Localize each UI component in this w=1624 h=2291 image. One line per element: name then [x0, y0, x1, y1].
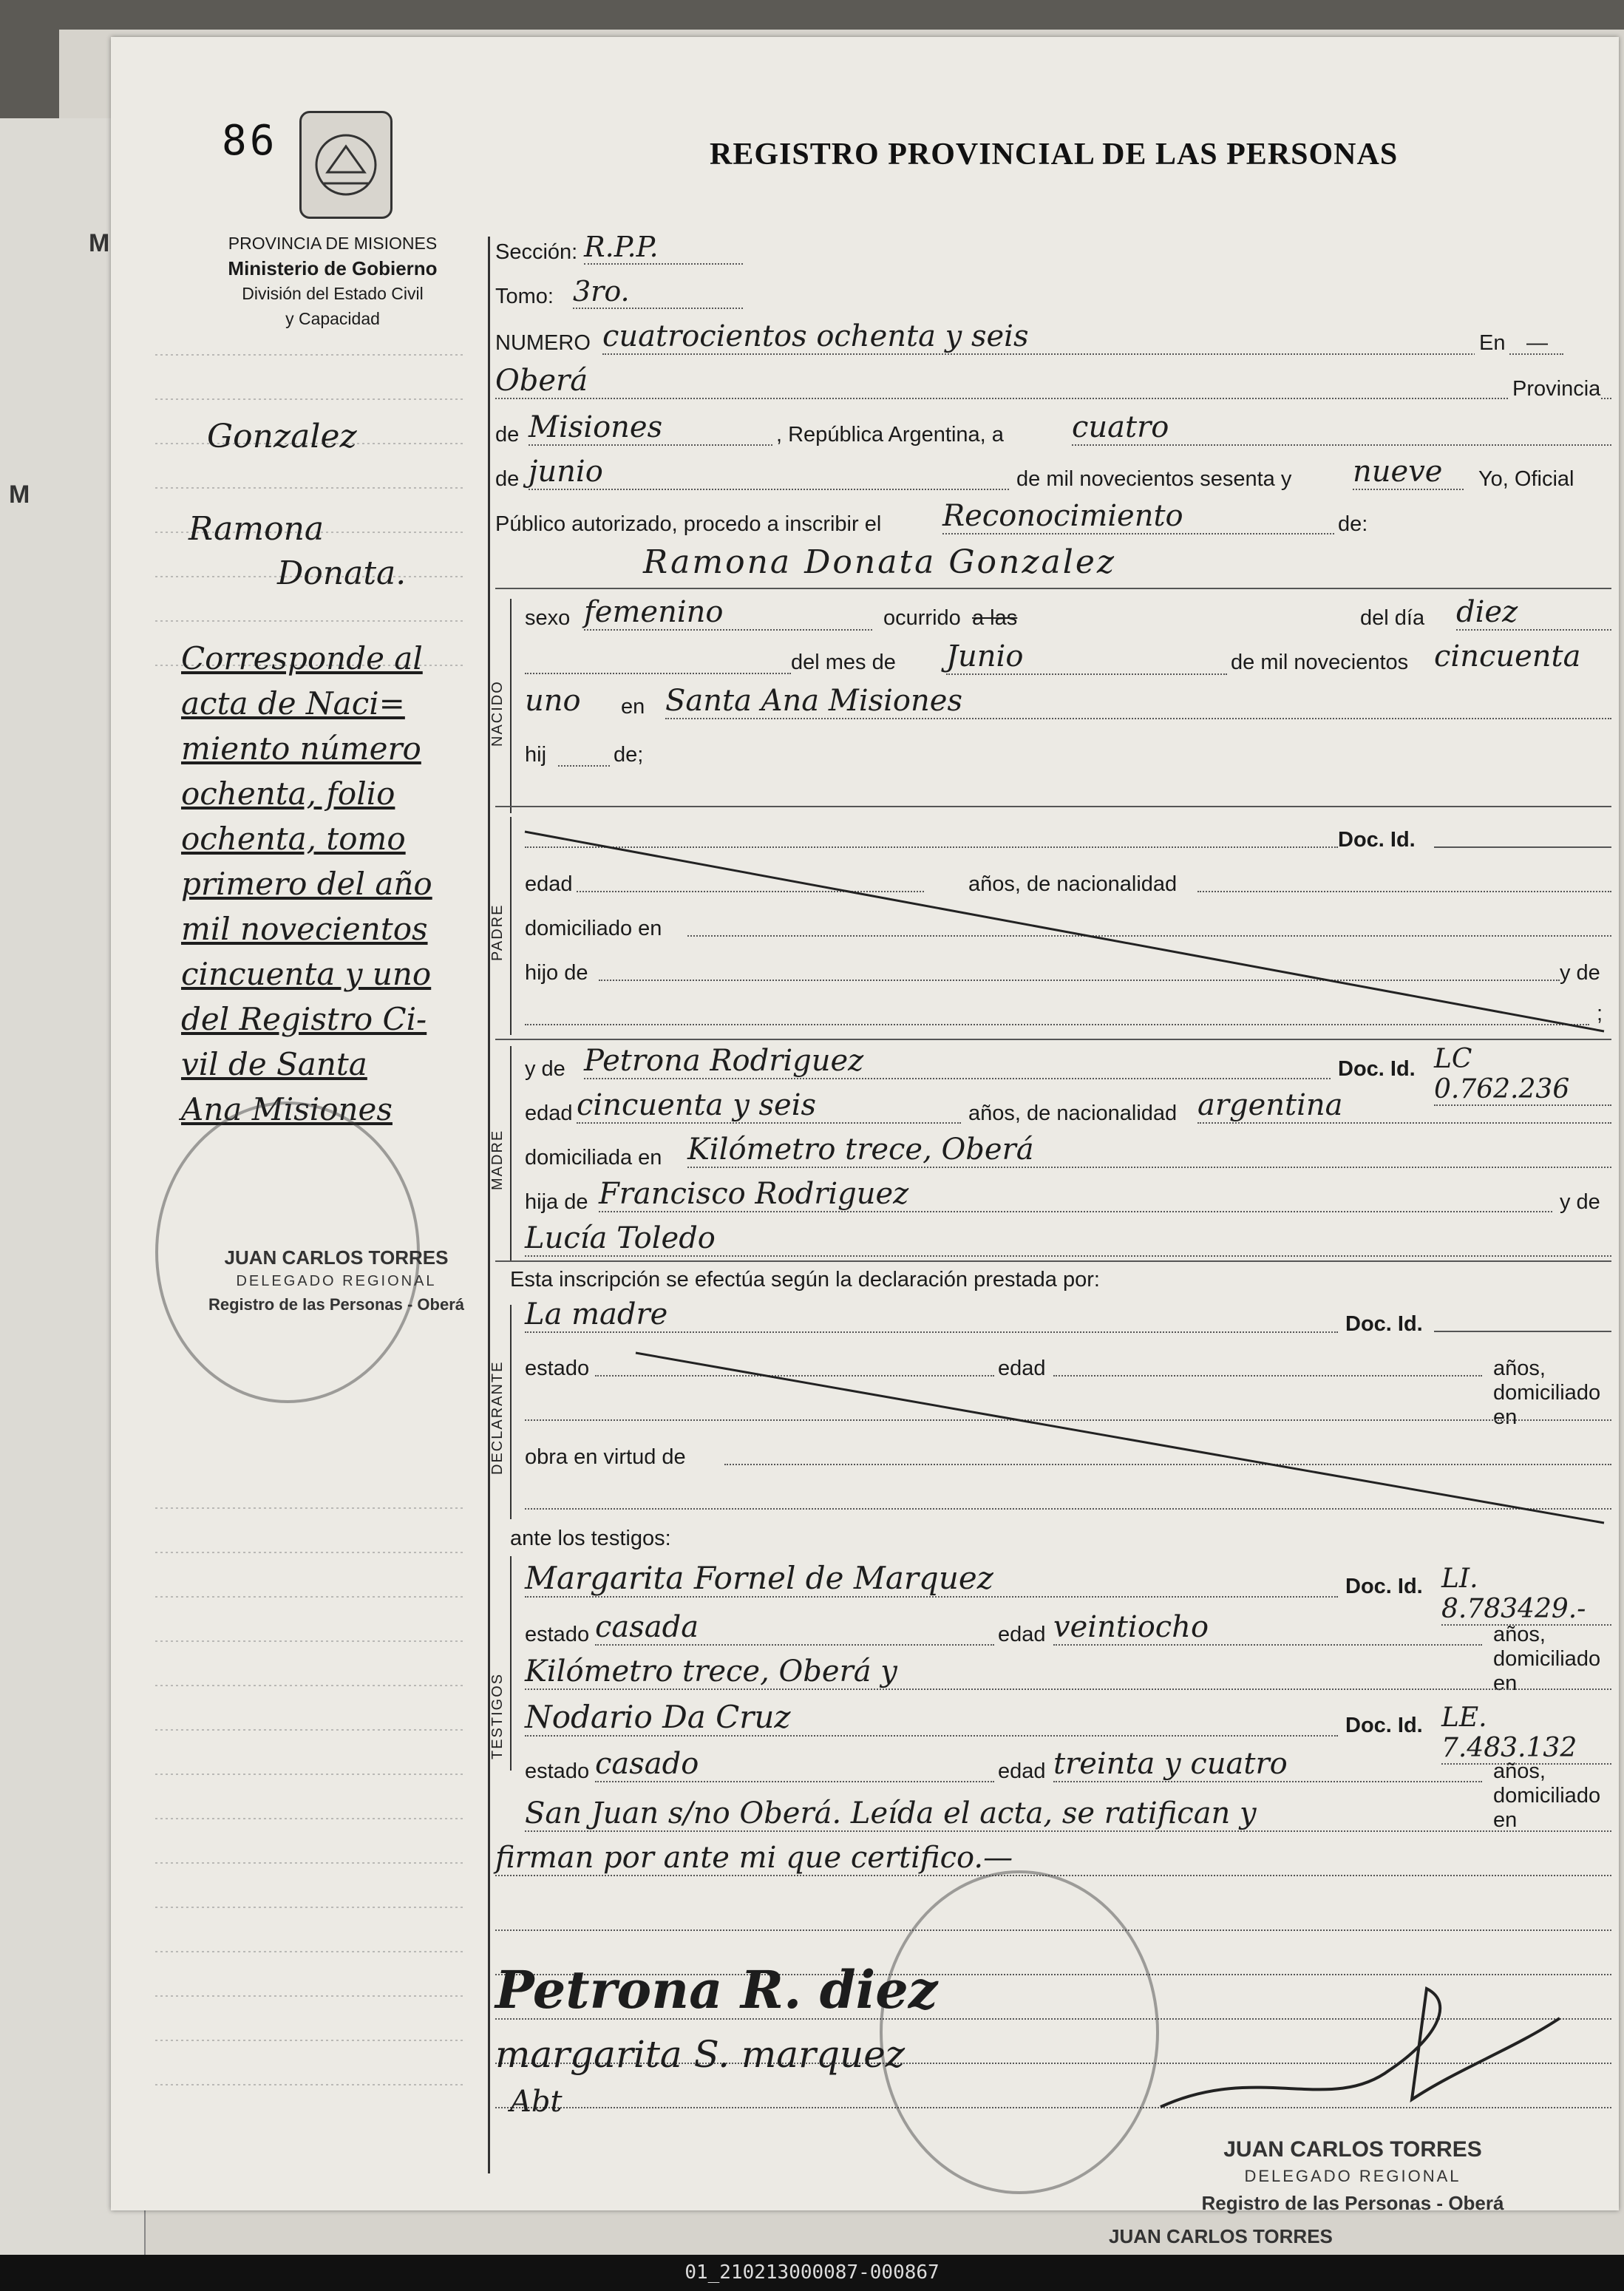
rule: [495, 1260, 1611, 1262]
margin-name-2: Donata.: [277, 554, 407, 592]
mil-label: de mil novecientos sesenta y: [1016, 467, 1292, 491]
madre-domicilio-label: domiciliada en: [525, 1146, 662, 1170]
padre-cancel-line: [517, 817, 1611, 1039]
office-line-4: y Capacidad: [285, 309, 380, 328]
testigo1-doc-value: LI. 8.783429.-: [1441, 1564, 1611, 1626]
testigo2-estado-label: estado: [525, 1759, 590, 1783]
official-title: DELEGADO REGIONAL: [236, 1273, 437, 1289]
numero-label: NUMERO: [495, 331, 591, 355]
margin-note-line: miento número: [181, 730, 421, 767]
place-value: Oberá: [495, 364, 1611, 399]
padre-edad-label: edad: [525, 872, 573, 896]
section-bracket: [510, 1305, 512, 1519]
en-label: En: [1475, 331, 1509, 356]
madre-doc-value: LC 0.762.236: [1434, 1044, 1611, 1106]
anio-value: nueve: [1353, 455, 1464, 490]
testigos-intro: ante los testigos:: [510, 1527, 671, 1550]
declarante-cancel-line: [628, 1345, 1611, 1530]
declarante-anios-label: años, domiciliado en: [1493, 1357, 1601, 1429]
de2-label: de: [495, 467, 520, 491]
official-title: DELEGADO REGIONAL: [1244, 2167, 1461, 2185]
testigo2-anios-label: años, domiciliado en: [1493, 1759, 1601, 1832]
testigo1-estado-label: estado: [525, 1623, 590, 1646]
signature-3: Abt: [510, 2085, 563, 2119]
a-las-label: a las: [972, 606, 1018, 630]
blank-line: [525, 673, 791, 674]
madre-madre-value: Lucía Toledo: [525, 1221, 1611, 1257]
provincia-label: Provincia: [1508, 377, 1600, 401]
margin-note-line: Corresponde al: [181, 640, 423, 676]
seccion-value: R.P.P.: [584, 231, 743, 265]
closing-line-1: San Juan s/no Oberá. Leída el acta, se ratifican y: [525, 1796, 1611, 1832]
margin-note-line: Ana Misiones: [181, 1091, 393, 1127]
margin-note-line: ochenta, tomo: [181, 821, 406, 857]
tomo-value: 3ro.: [573, 275, 743, 309]
official-office: Registro de las Personas - Oberá: [208, 1295, 465, 1314]
form-border: [488, 237, 490, 2173]
signature-1: Petrona R. diez: [495, 1959, 938, 2020]
testigo1-nombre-value: Margarita Fornel de Marquez: [525, 1560, 1338, 1598]
margin-note-line: cincuenta y uno: [181, 956, 432, 992]
nacido-mes-value: Junio: [946, 639, 1227, 675]
declarante-intro: Esta inscripción se efectúa según la declaración prestada por:: [510, 1268, 1100, 1292]
bottom-official-seal: [880, 1870, 1159, 2194]
margin-note: [181, 636, 492, 1132]
nacido-label: NACIDO: [489, 680, 506, 747]
declarante-label: DECLARANTE: [489, 1360, 506, 1475]
nacido-en-label: en: [621, 695, 645, 719]
madre-y-de2-label: y de: [1560, 1190, 1600, 1214]
tomo-label: Tomo:: [495, 285, 554, 308]
margin-note-line: mil novecientos: [181, 911, 428, 947]
section-bracket: [510, 1046, 512, 1260]
office-line-1: PROVINCIA DE MISIONES: [228, 234, 438, 253]
mes-value: junio: [529, 455, 1009, 490]
section-bracket: [510, 599, 512, 813]
del-dia-label: del día: [1360, 606, 1425, 630]
testigo1-domicilio-value: Kilómetro trece, Oberá y: [525, 1654, 1611, 1690]
sexo-value: femenino: [584, 595, 872, 631]
margin-note-line: ochenta, folio: [181, 775, 395, 812]
madre-padre-value: Francisco Rodriguez: [599, 1177, 1552, 1212]
padre-end-mark: ;: [1597, 1002, 1603, 1025]
ocurrido-label: ocurrido: [883, 606, 961, 630]
testigo2-edad-label: edad: [998, 1759, 1046, 1783]
madre-hija-label: hija de: [525, 1190, 588, 1214]
seccion-label: Sección:: [495, 240, 578, 264]
madre-nombre-value: Petrona Rodriguez: [584, 1044, 1331, 1079]
document-title: REGISTRO PROVINCIAL DE LAS PERSONAS: [710, 138, 1399, 172]
madre-label: MADRE: [489, 1129, 506, 1190]
inscribed-name: Ramona Donata Gonzalez: [643, 543, 1117, 581]
image-label: 01_210213000087-000867: [684, 2261, 940, 2284]
testigo2-nombre-value: Nodario Da Cruz: [525, 1699, 1338, 1737]
de-label: de: [495, 423, 520, 447]
testigo1-anios-label: años, domiciliado en: [1493, 1623, 1601, 1695]
testigo1-edad-value: veintiocho: [1053, 1610, 1482, 1646]
madre-anios-label: años, de nacionalidad: [968, 1102, 1178, 1125]
madre-domicilio-value: Kilómetro trece, Oberá: [687, 1133, 1611, 1168]
de3-label: de:: [1338, 512, 1368, 536]
declarante-doc-label: Doc. Id.: [1345, 1312, 1423, 1336]
nacido-mil-label: de mil novecientos: [1231, 651, 1409, 674]
bottom-official-stamp: [1168, 2136, 1538, 2216]
page-number: 86: [222, 117, 278, 165]
section-bracket: [510, 1556, 512, 1771]
rule: [495, 1039, 1611, 1040]
padre-anios-label: años, de nacionalidad: [968, 872, 1178, 896]
left-underlying-page: M M: [0, 118, 146, 2262]
padre-domicilio-label: domiciliado en: [525, 917, 662, 940]
padre-doc-label: Doc. Id.: [1338, 828, 1416, 852]
office-line-3: División del Estado Civil: [242, 284, 424, 303]
rule: [495, 806, 1611, 807]
testigo2-estado-value: casado: [595, 1747, 994, 1782]
madre-y-de-label: y de: [525, 1057, 565, 1081]
section-bracket: [510, 817, 512, 1035]
madre-edad-label: edad: [525, 1102, 573, 1125]
official-name: JUAN CARLOS TORRES: [224, 1246, 449, 1269]
republica-label: , República Argentina, a: [776, 423, 1004, 447]
dia-value: cuatro: [1072, 410, 1611, 446]
margin-name-1: Ramona: [188, 510, 325, 548]
testigo1-doc-label: Doc. Id.: [1345, 1575, 1423, 1598]
provincia-value: Misiones: [529, 410, 772, 446]
padre-label: PADRE: [489, 903, 506, 961]
madre-doc-label: Doc. Id.: [1338, 1057, 1416, 1081]
nacido-lugar-value: Santa Ana Misiones: [665, 684, 1611, 719]
testigo1-estado-value: casada: [595, 1610, 994, 1646]
nacido-dia-value: diez: [1456, 595, 1611, 631]
madre-nacionalidad-value: argentina: [1197, 1088, 1611, 1124]
declarante-estado-label: estado: [525, 1357, 590, 1380]
sexo-label: sexo: [525, 606, 571, 630]
margin-official-stamp: [181, 1246, 492, 1317]
testigos-label: TESTIGOS: [489, 1672, 506, 1759]
margin-note-line: vil de Santa: [181, 1046, 367, 1082]
official-name: JUAN CARLOS TORRES: [1223, 2137, 1482, 2162]
testigo1-edad-label: edad: [998, 1623, 1046, 1646]
margin-note-line: del Registro Ci-: [181, 1001, 427, 1037]
madre-edad-value: cincuenta y seis: [577, 1088, 961, 1124]
del-mes-label: del mes de: [791, 651, 896, 674]
testigo2-doc-value: LE. 7.483.132: [1441, 1703, 1611, 1765]
padre-hijo-label: hijo de: [525, 961, 588, 985]
official-signature-icon: [1146, 1959, 1589, 2129]
numero-value: cuatrocientos ochenta y seis: [602, 319, 1563, 355]
image-label-bar: [0, 2255, 1624, 2291]
rule: [495, 588, 1611, 589]
office-line-2: Ministerio de Gobierno: [228, 257, 438, 279]
hij-de-label: de;: [614, 743, 644, 767]
declarante-nombre-value: La madre: [525, 1297, 1338, 1333]
closing-line-2: firman por ante mi que certifico.—: [495, 1841, 1611, 1876]
official-office: Registro de las Personas - Oberá: [1201, 2192, 1504, 2214]
declarante-edad-label: edad: [998, 1357, 1046, 1380]
declarante-obra-label: obra en virtud de: [525, 1445, 686, 1469]
margin-note-line: acta de Naci=: [181, 685, 405, 722]
oficial-label: Yo, Oficial: [1478, 467, 1574, 491]
margin-surname: Gonzalez: [207, 418, 357, 455]
blank-line: [558, 765, 610, 767]
signature-2: margarita S. marquez: [495, 2033, 906, 2076]
rule: [1434, 1331, 1611, 1332]
padre-y-de-label: y de: [1560, 961, 1600, 985]
nacido-anio-value-1: cincuenta: [1434, 639, 1581, 673]
en-value: —: [1526, 331, 1548, 355]
acto-value: Reconocimiento: [942, 499, 1334, 534]
register-page: [111, 37, 1619, 2214]
testigo2-edad-value: treinta y cuatro: [1053, 1747, 1482, 1782]
publico-label: Público autorizado, procedo a inscribir el: [495, 512, 882, 536]
testigo2-doc-label: Doc. Id.: [1345, 1714, 1423, 1737]
margin-note-line: primero del año: [181, 866, 432, 902]
bottom-faded-stamp: JUAN CARLOS TORRES: [1109, 2225, 1333, 2247]
hij-label: hij: [525, 743, 547, 767]
nacido-anio-value-2: uno: [525, 684, 581, 718]
